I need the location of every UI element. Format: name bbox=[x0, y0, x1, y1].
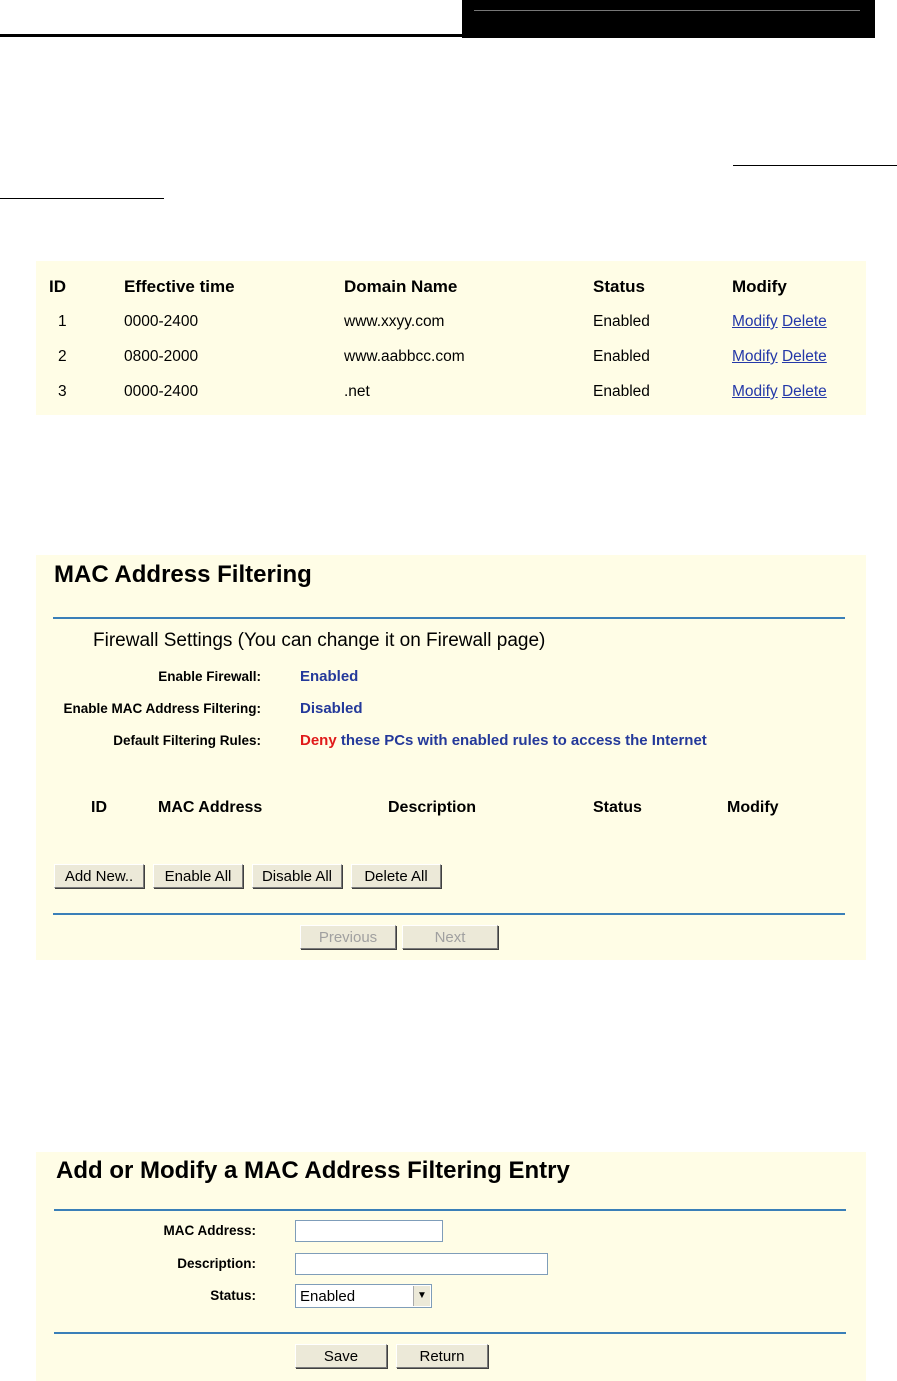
save-button[interactable]: Save bbox=[295, 1344, 387, 1368]
col-header-status: Status bbox=[593, 799, 642, 816]
next-button[interactable]: Next bbox=[402, 925, 498, 949]
default-rules-value bbox=[300, 732, 707, 749]
row-3-time: 0000-2400 bbox=[124, 383, 199, 400]
divider bbox=[54, 1332, 846, 1334]
enable-firewall-label: Enable Firewall: bbox=[158, 669, 261, 684]
text-underline-fragment bbox=[0, 198, 164, 199]
mac-address-label: MAC Address: bbox=[163, 1223, 256, 1238]
col-header-domain-name: Domain Name bbox=[344, 277, 458, 296]
rule-text: these PCs with enabled rules to access the Internet bbox=[340, 732, 707, 749]
form-title: Add or Modify a MAC Address Filtering Entry bbox=[56, 1157, 570, 1184]
row-2-id: 2 bbox=[58, 348, 67, 365]
row-2-status: Enabled bbox=[593, 348, 650, 365]
previous-button[interactable]: Previous bbox=[300, 925, 396, 949]
status-label: Status: bbox=[210, 1288, 256, 1303]
col-header-modify: Modify bbox=[732, 277, 787, 296]
row-2-modify-link[interactable]: Modify bbox=[732, 348, 778, 365]
dropdown-arrow-icon[interactable]: ▼ bbox=[413, 1286, 430, 1306]
default-rules-label: Default Filtering Rules: bbox=[113, 733, 261, 748]
status-selected-value: Enabled bbox=[300, 1288, 356, 1305]
divider bbox=[53, 617, 845, 619]
row-1-delete-link[interactable]: Delete bbox=[781, 313, 827, 330]
mac-address-input[interactable] bbox=[295, 1220, 443, 1242]
row-3-delete-link[interactable]: Delete bbox=[781, 383, 827, 400]
col-header-status: Status bbox=[593, 277, 645, 296]
row-3-actions bbox=[732, 383, 827, 401]
col-header-description: Description bbox=[388, 799, 477, 816]
disable-all-button[interactable]: Disable All bbox=[252, 864, 342, 888]
divider bbox=[53, 913, 845, 915]
domain-filtering-table bbox=[36, 261, 866, 415]
row-3-domain: .net bbox=[344, 383, 370, 400]
delete-all-button[interactable]: Delete All bbox=[351, 864, 441, 888]
row-3-modify-link[interactable]: Modify bbox=[732, 383, 778, 400]
enable-mac-filtering-label: Enable MAC Address Filtering: bbox=[63, 701, 261, 716]
deny-text: Deny bbox=[300, 732, 337, 749]
header-rule bbox=[0, 34, 462, 37]
row-1-actions bbox=[732, 313, 827, 331]
status-select[interactable] bbox=[295, 1284, 432, 1308]
description-label: Description: bbox=[177, 1256, 256, 1271]
col-header-modify: Modify bbox=[727, 799, 779, 816]
add-new-button[interactable]: Add New.. bbox=[54, 864, 144, 888]
row-1-status: Enabled bbox=[593, 313, 650, 330]
row-2-delete-link[interactable]: Delete bbox=[781, 348, 827, 365]
enable-mac-filtering-value: Disabled bbox=[300, 700, 363, 717]
enable-all-button[interactable]: Enable All bbox=[153, 864, 243, 888]
row-2-actions bbox=[732, 348, 827, 366]
text-underline-fragment bbox=[733, 165, 897, 166]
row-1-domain: www.xxyy.com bbox=[344, 313, 445, 330]
description-input[interactable] bbox=[295, 1253, 548, 1275]
divider bbox=[54, 1209, 846, 1211]
row-1-time: 0000-2400 bbox=[124, 313, 199, 330]
firewall-settings-heading: Firewall Settings (You can change it on Firewall page) bbox=[93, 630, 546, 651]
header-black-bar bbox=[462, 0, 875, 38]
row-2-time: 0800-2000 bbox=[124, 348, 199, 365]
row-1-id: 1 bbox=[58, 313, 67, 330]
row-2-domain: www.aabbcc.com bbox=[344, 348, 465, 365]
row-3-status: Enabled bbox=[593, 383, 650, 400]
row-1-modify-link[interactable]: Modify bbox=[732, 313, 778, 330]
col-header-effective-time: Effective time bbox=[124, 277, 235, 296]
col-header-id: ID bbox=[91, 799, 107, 816]
add-modify-entry-panel bbox=[36, 1152, 866, 1381]
col-header-mac-address: MAC Address bbox=[158, 799, 263, 816]
page-title: MAC Address Filtering bbox=[54, 561, 312, 588]
row-3-id: 3 bbox=[58, 383, 67, 400]
enable-firewall-value: Enabled bbox=[300, 668, 359, 685]
mac-filtering-panel bbox=[36, 555, 866, 960]
return-button[interactable]: Return bbox=[396, 1344, 488, 1368]
col-header-id: ID bbox=[49, 277, 66, 296]
header-bar-rule bbox=[474, 10, 860, 11]
